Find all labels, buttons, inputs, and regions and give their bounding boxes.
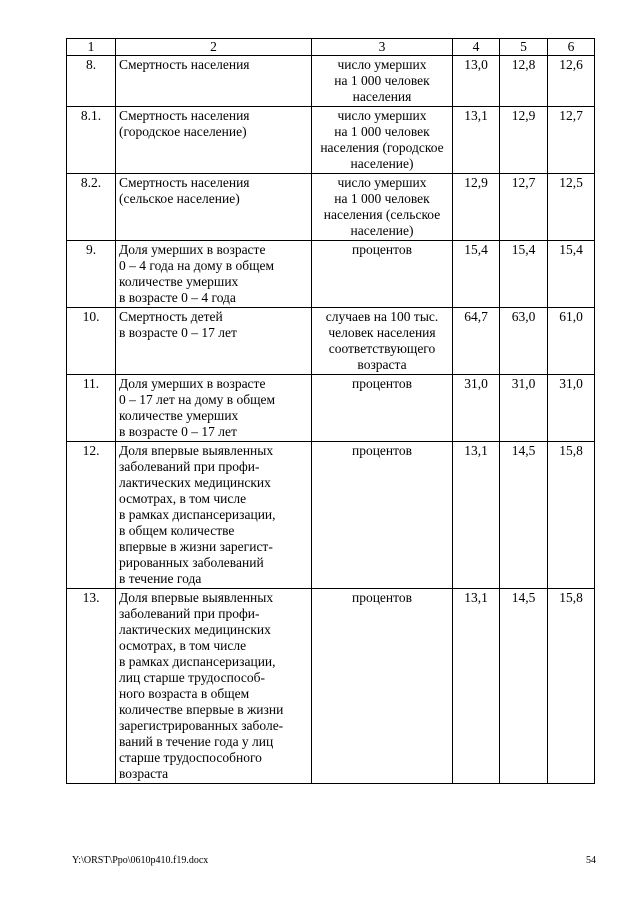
value-col-6: 12,6 — [548, 56, 595, 107]
unit-of-measure: процентов — [312, 375, 453, 442]
value-col-5: 63,0 — [500, 308, 548, 375]
value-col-6: 61,0 — [548, 308, 595, 375]
table-row — [67, 174, 595, 241]
value-col-4: 13,0 — [453, 56, 500, 107]
table-row — [67, 241, 595, 308]
footer-page-number: 54 — [586, 855, 596, 866]
column-header-5: 5 — [500, 39, 548, 56]
value-col-5: 14,5 — [500, 442, 548, 589]
column-header-3: 3 — [312, 39, 453, 56]
column-header-2: 2 — [116, 39, 312, 56]
column-header-6: 6 — [548, 39, 595, 56]
indicator-name: Смертность населения (городское население) — [116, 107, 312, 174]
value-col-4: 13,1 — [453, 589, 500, 784]
unit-of-measure: процентов — [312, 589, 453, 784]
value-col-6: 15,8 — [548, 589, 595, 784]
table-row — [67, 308, 595, 375]
value-col-5: 15,4 — [500, 241, 548, 308]
value-col-4: 64,7 — [453, 308, 500, 375]
unit-of-measure: процентов — [312, 442, 453, 589]
indicator-name: Смертность населения (сельское население) — [116, 174, 312, 241]
value-col-4: 13,1 — [453, 442, 500, 589]
row-number: 8.1. — [67, 107, 116, 174]
value-col-6: 15,4 — [548, 241, 595, 308]
row-number: 11. — [67, 375, 116, 442]
table-row — [67, 56, 595, 107]
value-col-5: 12,9 — [500, 107, 548, 174]
value-col-5: 12,7 — [500, 174, 548, 241]
row-number: 10. — [67, 308, 116, 375]
value-col-5: 14,5 — [500, 589, 548, 784]
value-col-6: 12,5 — [548, 174, 595, 241]
table-row — [67, 375, 595, 442]
unit-of-measure: процентов — [312, 241, 453, 308]
indicator-name: Смертность детей в возрасте 0 – 17 лет — [116, 308, 312, 375]
table-row — [67, 442, 595, 589]
row-number: 12. — [67, 442, 116, 589]
row-number: 13. — [67, 589, 116, 784]
row-number: 9. — [67, 241, 116, 308]
table-header-row — [67, 39, 595, 56]
row-number: 8. — [67, 56, 116, 107]
table-row — [67, 589, 595, 784]
value-col-4: 12,9 — [453, 174, 500, 241]
unit-of-measure: число умерших на 1 000 человек населения (сельское население) — [312, 174, 453, 241]
footer-file-path: Y:\ORST\Ppo\0610p410.f19.docx — [72, 855, 209, 866]
indicator-name: Смертность населения — [116, 56, 312, 107]
indicator-table — [66, 38, 595, 784]
table-row — [67, 107, 595, 174]
value-col-5: 12,8 — [500, 56, 548, 107]
value-col-6: 31,0 — [548, 375, 595, 442]
indicator-name: Доля умерших в возрасте 0 – 17 лет на дому в общем количестве умерших в возрасте 0 – 17 лет — [116, 375, 312, 442]
value-col-4: 15,4 — [453, 241, 500, 308]
indicator-name: Доля впервые выявленных заболеваний при профи- лактических медицинских осмотрах, в том числе в рамках диспансеризации, в общем количестве впервые в жизни зарегист- рированных заболеваний в течение года — [116, 442, 312, 589]
value-col-6: 15,8 — [548, 442, 595, 589]
unit-of-measure: число умерших на 1 000 человек населения (городское население) — [312, 107, 453, 174]
unit-of-measure: число умерших на 1 000 человек населения — [312, 56, 453, 107]
value-col-4: 13,1 — [453, 107, 500, 174]
indicator-name: Доля впервые выявленных заболеваний при профи- лактических медицинских осмотрах, в том числе в рамках диспансеризации, лиц старше трудоспособ- ного возраста в общем количестве впервые в жизни зарегистрированных заболе- ваний в течение года у лиц старше трудоспособного возраста — [116, 589, 312, 784]
column-header-4: 4 — [453, 39, 500, 56]
row-number: 8.2. — [67, 174, 116, 241]
value-col-5: 31,0 — [500, 375, 548, 442]
indicator-name: Доля умерших в возрасте 0 – 4 года на дому в общем количестве умерших в возрасте 0 – 4 года — [116, 241, 312, 308]
value-col-6: 12,7 — [548, 107, 595, 174]
column-header-1: 1 — [67, 39, 116, 56]
value-col-4: 31,0 — [453, 375, 500, 442]
unit-of-measure: случаев на 100 тыс. человек населения соответствующего возраста — [312, 308, 453, 375]
